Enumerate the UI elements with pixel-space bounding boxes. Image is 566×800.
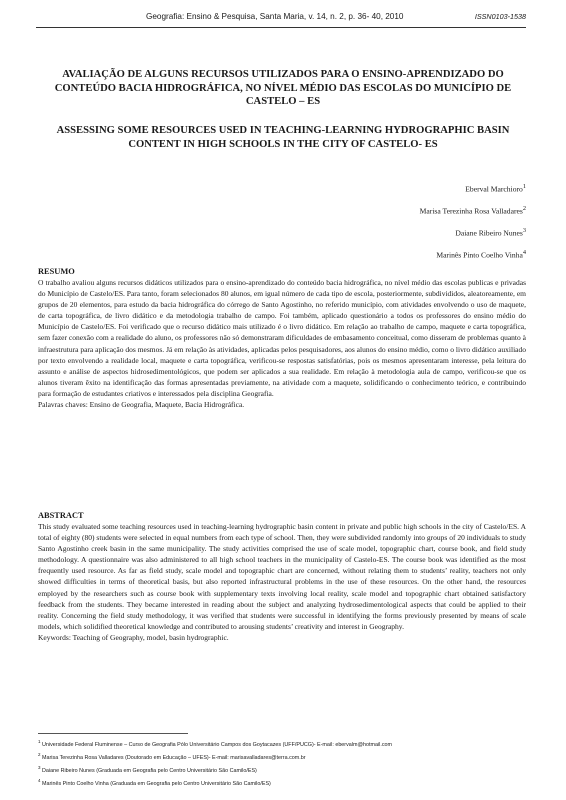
author-4: Marinês Pinto Coelho Vinha$^4$	[436, 249, 526, 260]
footnote-2: $^2$ Marisa Terezinha Rosa Valladares (Doutorado em Educação – UFES)- E-mail: marisavalladares@terra.com.br	[38, 752, 306, 761]
title-portuguese: AVALIAÇÃO DE ALGUNS RECURSOS UTILIZADOS PARA O ENSINO-APRENDIZADO DO CONTEÚDO BACIA HIDROGRÁFICA, NO NÍVEL MÉDIO DAS ESCOLAS DO MUNICÍPIO DE CASTELO – ES	[54, 69, 512, 108]
author-list	[420, 183, 526, 271]
header-divider	[36, 27, 526, 28]
abstract-section	[38, 510, 526, 643]
footnote-3: $^3$ Daiane Ribeiro Nunes (Graduada em Geografia pelo Centro Universitário São Camilo/ES)	[38, 765, 257, 774]
footnotes	[38, 736, 526, 788]
journal-citation: Geografia: Ensino & Pesquisa, Santa Maria, v. 14, n. 2, p. 36- 40, 2010	[146, 12, 404, 21]
footnote-divider	[38, 733, 188, 734]
resumo-section	[38, 266, 526, 410]
issn-label: ISSN0103-1538	[474, 12, 526, 21]
author-1: Eberval Marchioro$^1$	[465, 183, 526, 194]
abstract-keywords: Keywords: Teaching of Geography, model, basin hydrographic.	[38, 632, 229, 642]
title-english: ASSESSING SOME RESOURCES USED IN TEACHING-LEARNING HYDROGRAPHIC BASIN CONTENT IN HIGH SCHOOLS IN THE CITY OF CASTELO- ES	[56, 125, 510, 150]
resumo-heading: RESUMO	[38, 267, 75, 276]
footnote-4: $^4$ Marinês Pinto Coelho Vinha (Graduada em Geografia pelo Centro Universitário São Camilo/ES)	[38, 778, 271, 787]
running-header	[36, 12, 526, 28]
abstract-text: This study evaluated some teaching resources used in teaching-learning hydrographic basin content in private and public high schools in the city of Castelo/ES. A total of eighty (80) students were selected in equal numbers from each type of school. Then, they were subdivided randomly into groups of 20 individuals to study Santo Agostinho creek basin in the same municipality. The study activities comprised the use of scale model, topographic chart, course book, and field study methodology. A questionnaire was also administered to all high school teachers in the municipality of Castelo-ES. The course book was identified as the most frequently used resource. As far as field study, scale model and topographic chart are concerned, without relating them to students’ reality, teachers not only showed difficulties in terms of theoretical basis, but also reported infrastructural problems in the use of these resources. On the other hand, the resources employed by the researchers such as course book with supplementary texts involving local reality, scale model and topographic chart obtained satisfactory feedback from the students. They became interested in reading about the subject and analyzing hydrosedimentological aspects that could be applied to their reality. Concerning the field study methodology, it was verified that students were successful in identifying the forms previously presented by means of scale models, which solidified theoretical knowledge and contributed to arousing students’ creativity and interest in Geography.	[38, 522, 526, 631]
author-2: Marisa Terezinha Rosa Valladares$^2$	[419, 205, 526, 216]
resumo-text: O trabalho avaliou alguns recursos didáticos utilizados para o ensino-aprendizado do conteúdo bacia hidrográfica, no nível médio das escolas publicas e privadas do Município de Castelo/ES. Para tanto, foram selecionados 80 alunos, em igual número de cada tipo de escola, posteriormente, subdivididos, aleatoreamente, em grupos de 20 elementos, para estudo da bacia hidrográfica do córrego de Santo Agostinho, no referido município, com atividades envolvendo o uso de maquete, de carta topográfica, de livro didático e da metodologia trabalho de campo. Foi também, aplicado questionário a todos os professores do ensino médio do Município de Castelo/ES. Foi verificado que o recurso didático mais utilizado é o livro didático. Em relação ao trabalho de campo, maquete e carta topográfica, sem fazer conexão com a realidade do aluno, os professores não só demonstraram dificuldades de embasamento conceitual, como disseram de problemas quanto à infraestrutura para aplicação dos mesmos. Já em relação às atividades, aplicadas pelos pesquisadores, aos alunos do ensino médio, como o livro didático auxiliado por texto envolvendo a realidade local, maquete e carta topográfica, verificou-se respostas satisfatórias, pois os mesmos apresentaram interesse, pela leitura do assunto e análise de aspectos hidrosedimentológicos, que podem ser aplicados a sua realidade. Em relação à metodologia aula de campo, verificou-se que os alunos tiveram êxito na identificação das formas apresentadas previamente, na atividade com a maquete, solidificando o conhecimento teórico, e contribuindo para formação de estudantes criativos e interessados pela disciplina Geografia.	[38, 278, 526, 398]
footnote-1: $^1$ Universidade Federal Fluminense – Curso de Geografia Pólo Universitário Campos dos Goytacazes (UFF/PUCG)- E-mail: ebervalm@hotmail.com	[38, 739, 393, 748]
author-3: Daiane Ribeiro Nunes$^3$	[455, 227, 526, 238]
abstract-heading: ABSTRACT	[38, 511, 84, 520]
resumo-keywords: Palavras chaves: Ensino de Geografia, Maquete, Bacia Hidrográfica.	[38, 400, 245, 410]
